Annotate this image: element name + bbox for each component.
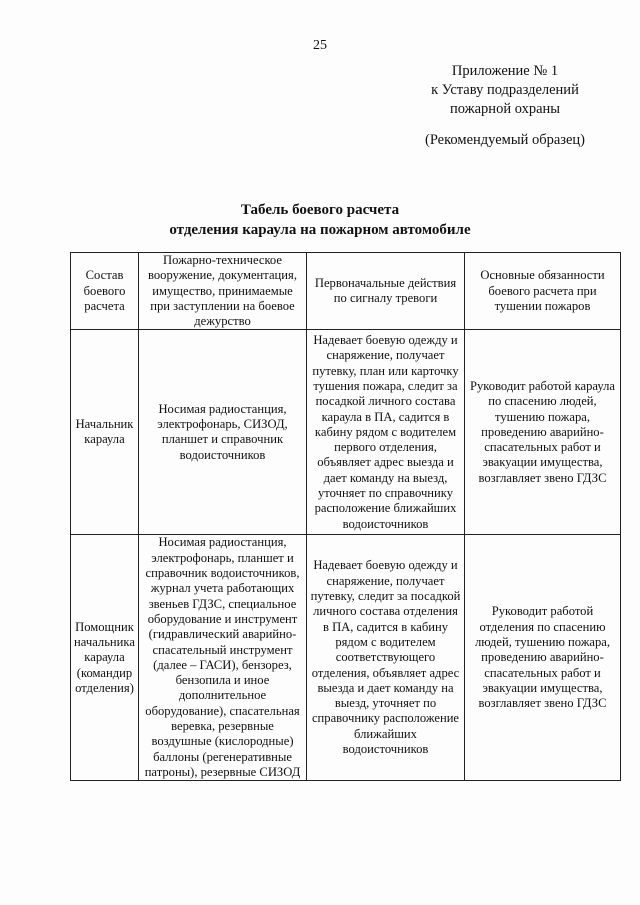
header-equipment: Пожарно-техническое вооружение, документация, имущество, принимаемые при заступлении на боевое дежурство xyxy=(139,253,307,330)
cell-role: Начальник караула xyxy=(71,330,139,535)
appendix-line-1: Приложение № 1 xyxy=(451,63,559,79)
appendix-line-3: пожарной охраны xyxy=(449,101,561,117)
table-row xyxy=(71,330,621,535)
title-line-2: отделения караула на пожарном автомобиле xyxy=(169,222,471,238)
document-title xyxy=(0,200,640,240)
header-main-duties: Основные обязанности боевого расчета при тушении пожаров xyxy=(465,253,621,330)
cell-equipment: Носимая радиостанция, электрофонарь, планшет и справочник водоисточников, журнал учета работающих звеньев ГДЗС, специальное оборудование и инструмент (гидравлический аварийно-спасательный инструмент (далее – ГАСИ), бензорез, бензопила и иное дополнительное оборудование), спасательная веревка, резервные воздушные (кислородные) баллоны (регенеративные патроны), резервные СИЗОД xyxy=(139,535,307,781)
header-initial-actions: Первоначальные действия по сигналу тревоги xyxy=(307,253,465,330)
page-number: 25 xyxy=(313,38,327,53)
title-line-1: Табель боевого расчета xyxy=(240,202,400,218)
appendix-block xyxy=(405,62,605,119)
table-row xyxy=(71,535,621,781)
table-header-row xyxy=(71,253,621,330)
cell-role: Помощник начальника караула (командир отделения) xyxy=(71,535,139,781)
cell-actions: Надевает боевую одежду и снаряжение, получает путевку, следит за посадкой личного состава отделения в ПА, садится в кабину рядом с водителем соответствующего отделения, объявляет адрес выезда и дает команду на выезд, уточняет по справочнику расположение ближайших водоисточников xyxy=(307,535,465,781)
appendix-line-2: к Уставу подразделений xyxy=(431,82,579,98)
header-crew-composition: Состав боевого расчета xyxy=(71,253,139,330)
recommended-sample-note: (Рекомендуемый образец) xyxy=(424,132,586,148)
cell-duties: Руководит работой караула по спасению людей, тушению пожара, проведению аварийно-спасательных работ и эвакуации имущества, возглавляет звено ГДЗС xyxy=(465,330,621,535)
cell-duties: Руководит работой отделения по спасению людей, тушению пожара, проведению аварийно-спасательных работ и эвакуации имущества, возглавляет звено ГДЗС xyxy=(465,535,621,781)
cell-equipment: Носимая радиостанция, электрофонарь, СИЗОД, планшет и справочник водоисточников xyxy=(139,330,307,535)
cell-actions: Надевает боевую одежду и снаряжение, получает путевку, план или карточку тушения пожара, следит за посадкой личного состава караула в ПА, садится в кабину рядом с водителем первого отделения, объявляет адрес выезда и дает команду на выезд, уточняет по справочнику расположение ближайших водоисточников xyxy=(307,330,465,535)
combat-roster-table xyxy=(70,252,621,781)
